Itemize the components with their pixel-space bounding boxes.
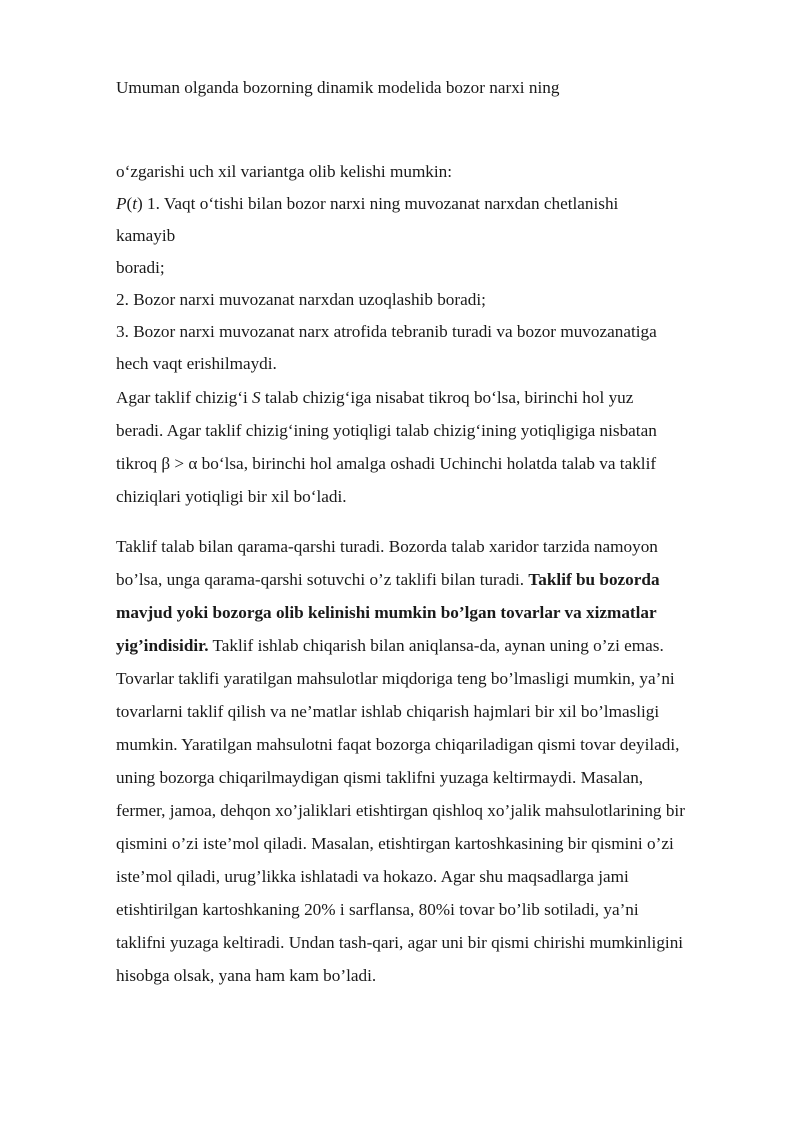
para2-line-9: fermer, jamoa, dehqon xo’jaliklari etishtirgan qishloq xo’jalik mahsulotlarining bir bbox=[116, 801, 685, 820]
time-symbol: t bbox=[132, 194, 138, 213]
definition-bold: Taklif bu bozorda bbox=[528, 570, 660, 589]
variant-3-line-2: hech vaqt erishilmaydi. bbox=[116, 354, 277, 373]
para2-line-10: qismini o’zi iste’mol qiladi. Masalan, etishtirgan kartoshkasining bir qismini o’zi bbox=[116, 834, 674, 853]
definition-bold: yig’indisidir. bbox=[116, 636, 209, 655]
para2-line-12: etishtirilgan kartoshkaning 20% i sarflansa, 80%i tovar bo’lib sotiladi, ya’ni bbox=[116, 900, 639, 919]
variant-1-line-3: boradi; bbox=[116, 258, 165, 277]
variant-3-line-1: 3. Bozor narxi muvozanat narx atrofida tebranib turadi va bozor muvozanatiga bbox=[116, 322, 657, 341]
variant-2-line: 2. Bozor narxi muvozanat narxdan uzoqlashib boradi; bbox=[116, 290, 486, 309]
para2-line-4: yig’indisidir. Taklif ishlab chiqarish bilan aniqlansa-da, aynan uning o’zi emas. bbox=[116, 636, 664, 655]
para2-line-8: uning bozorga chiqarilmaydigan qismi taklifni yuzaga keltirmaydi. Masalan, bbox=[116, 768, 644, 787]
para2-line-3 bbox=[116, 604, 657, 621]
para1-line-3: tikroq β > α bo‘lsa, birinchi hol amalga oshadi Uchinchi holatda talab va taklif bbox=[116, 454, 657, 473]
variant-1-text: 1. Vaqt o‘tishi bilan bozor narxi ning muvozanat narxdan chetlanishi bbox=[147, 194, 619, 213]
para2-line-5: Tovarlar taklifi yaratilgan mahsulotlar miqdoriga teng bo’lmasligi mumkin, ya’ni bbox=[116, 669, 675, 688]
variant-1-line-2: kamayib bbox=[116, 226, 176, 245]
para2-line-6: tovarlarni taklif qilish va ne’matlar ishlab chiqarish hajmlari bir xil bo’lmasligi bbox=[116, 702, 660, 721]
para2-line-13: taklifni yuzaga keltiradi. Undan tash-qari, agar uni bir qismi chirishi mumkinligini bbox=[116, 933, 684, 952]
heading-line: Umuman olganda bozorning dinamik modelida bozor narxi ning bbox=[116, 78, 560, 97]
para2-line-11: iste’mol qiladi, urug’likka ishlatadi va hokazo. Agar shu maqsadlarga jami bbox=[116, 867, 629, 886]
para1-line-1: Agar taklif chizig‘i S talab chizig‘iga nisabat tikroq bo‘lsa, birinchi hol yuz bbox=[116, 388, 634, 407]
definition-bold: mavjud yoki bozorga olib kelinishi mumkin bo’lgan tovarlar va xizmatlar bbox=[116, 603, 657, 622]
para2-line-2: bo’lsa, unga qarama-qarshi sotuvchi o’z taklifi bilan turadi. Taklif bu bozorda bbox=[116, 570, 660, 589]
supply-symbol: S bbox=[252, 388, 261, 407]
variant-1-line-1: P(t) 1. Vaqt o‘tishi bilan bozor narxi ning muvozanat narxdan chetlanishi bbox=[116, 194, 619, 213]
para2-line-7: mumkin. Yaratilgan mahsulotni faqat bozorga chiqariladigan qismi tovar deyiladi, bbox=[116, 735, 680, 754]
para1-line-2: beradi. Agar taklif chizig‘ining yotiqligi talab chizig‘ining yotiqligiga nisbatan bbox=[116, 421, 657, 440]
para2-line-1: Taklif talab bilan qarama-qarshi turadi. Bozorda talab xaridor tarzida namoyon bbox=[116, 537, 658, 556]
intro-line: o‘zgarishi uch xil variantga olib kelishi mumkin: bbox=[116, 162, 453, 181]
para2-line-14: hisobga olsak, yana ham kam bo’ladi. bbox=[116, 966, 377, 985]
price-symbol: P bbox=[116, 194, 127, 213]
para1-line-4: chiziqlari yotiqligi bir xil bo‘ladi. bbox=[116, 487, 347, 506]
